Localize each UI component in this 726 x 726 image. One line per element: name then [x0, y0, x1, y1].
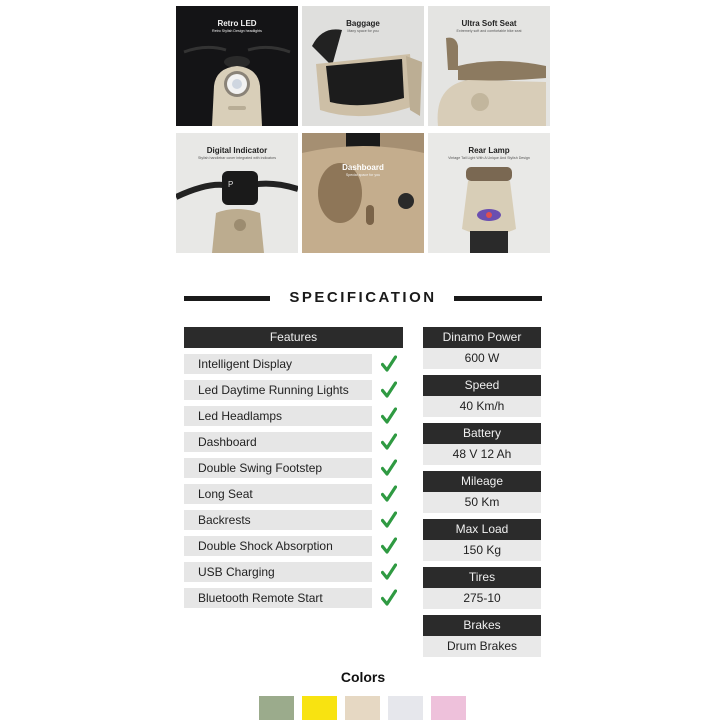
checkmark-icon [381, 589, 397, 607]
tile-title: Rear Lamp [468, 146, 510, 155]
dashboard-compartment-image [302, 133, 424, 253]
feature-label: Backrests [184, 510, 372, 530]
feature-label: Led Headlamps [184, 406, 372, 426]
spec-label: Mileage [423, 471, 541, 492]
feature-label: Led Daytime Running Lights [184, 380, 372, 400]
tile-subtitle: Retro Stylish Design headlights [212, 29, 262, 33]
specification-heading [184, 288, 542, 310]
features-header: Features [184, 327, 403, 348]
spec-label: Dinamo Power [423, 327, 541, 348]
feature-tile-rear-lamp [428, 133, 550, 253]
feature-row [184, 484, 403, 504]
tile-subtitle: Vintage Tail Light With A Unique And Stylish Design [448, 156, 530, 160]
feature-label: Double Swing Footstep [184, 458, 372, 478]
feature-tile-digital-indicator [176, 133, 298, 253]
spec-value: 600 W [423, 348, 541, 369]
feature-label: Intelligent Display [184, 354, 372, 374]
feature-row [184, 510, 403, 530]
feature-label: Bluetooth Remote Start [184, 588, 372, 608]
spec-label: Battery [423, 423, 541, 444]
spec-value: 48 V 12 Ah [423, 444, 541, 465]
feature-row [184, 380, 403, 400]
tile-title: Retro LED [217, 19, 257, 28]
color-swatch[interactable] [302, 696, 337, 720]
feature-tile-baggage [302, 6, 424, 126]
colors-title: Colors [340, 669, 386, 685]
checkmark-icon [381, 459, 397, 477]
feature-tile-retro-led [176, 6, 298, 126]
feature-row [184, 432, 403, 452]
spec-value: Drum Brakes [423, 636, 541, 657]
feature-label: Dashboard [184, 432, 372, 452]
spec-label: Speed [423, 375, 541, 396]
feature-row [184, 458, 403, 478]
svg-text:P: P [228, 180, 234, 189]
spec-label: Max Load [423, 519, 541, 540]
checkmark-icon [381, 407, 397, 425]
color-swatch[interactable] [259, 696, 294, 720]
feature-label: USB Charging [184, 562, 372, 582]
spec-value: 150 Kg [423, 540, 541, 561]
specs-list [423, 327, 541, 663]
tile-subtitle: Many space for you [347, 29, 379, 33]
checkmark-icon [381, 381, 397, 399]
tile-subtitle: Extremely soft and comfortable bike seat [456, 29, 522, 33]
tile-title: Baggage [346, 19, 380, 28]
specification-title: SPECIFICATION [281, 289, 444, 306]
checkmark-icon [381, 511, 397, 529]
color-swatch[interactable] [345, 696, 380, 720]
spec-label: Brakes [423, 615, 541, 636]
tile-title: Ultra Soft Seat [461, 19, 517, 28]
checkmark-icon [381, 433, 397, 451]
spec-value: 40 Km/h [423, 396, 541, 417]
tile-title: Digital Indicator [206, 146, 268, 155]
color-swatch[interactable] [388, 696, 423, 720]
color-swatch[interactable] [431, 696, 466, 720]
checkmark-icon [381, 563, 397, 581]
feature-row [184, 588, 403, 608]
tile-subtitle: Special space for you [345, 173, 381, 177]
checkmark-icon [381, 485, 397, 503]
feature-row [184, 562, 403, 582]
tile-title: Dashboard [342, 163, 384, 172]
feature-row [184, 406, 403, 426]
feature-image-grid [176, 6, 550, 253]
feature-label: Long Seat [184, 484, 372, 504]
feature-label: Double Shock Absorption [184, 536, 372, 556]
feature-tile-dashboard [302, 133, 424, 253]
feature-row [184, 536, 403, 556]
spec-label: Tires [423, 567, 541, 588]
spec-value: 275-10 [423, 588, 541, 609]
checkmark-icon [381, 537, 397, 555]
checkmark-icon [381, 355, 397, 373]
features-list [184, 327, 403, 608]
tile-subtitle: Stylish handlebar cover integrated with indicators [197, 156, 277, 160]
feature-row [184, 354, 403, 374]
feature-tile-ultra-soft-seat [428, 6, 550, 126]
spec-value: 50 Km [423, 492, 541, 513]
